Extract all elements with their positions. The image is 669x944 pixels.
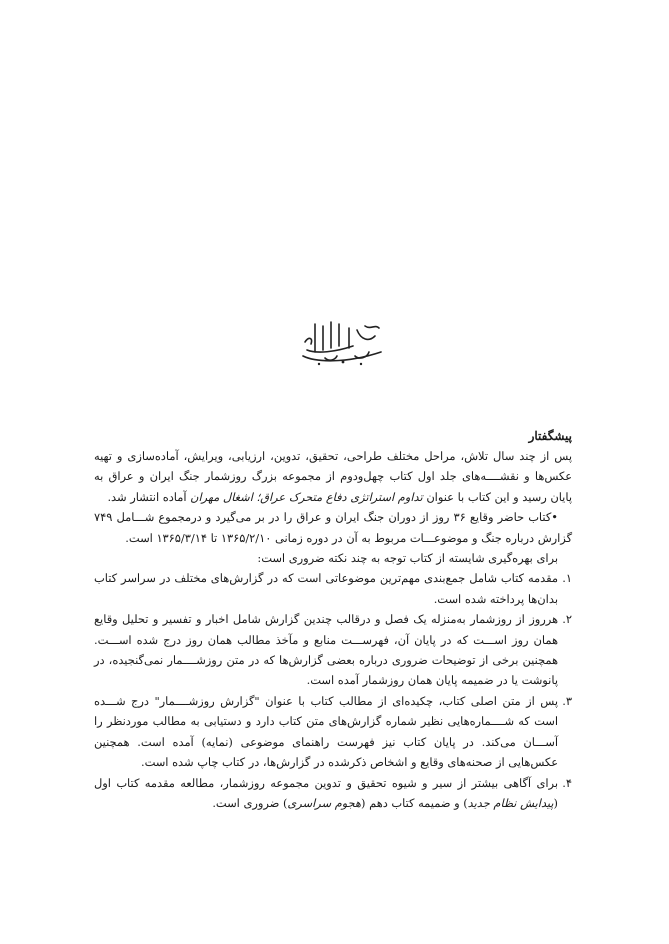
basmala-calligraphy <box>295 312 390 372</box>
note-text: پس از متن اصلی کتاب، چکیده‌ای از مطالب کتاب با عنوان "گزارش روزشــــمار" درج شـــده است که شــــماره‌هایی نظیر شماره گزارش‌های متن کتاب دارد و دستیابی به مطالب موردنظر را آســـان می‌کند. در پایان کتاب نیز فهرست راهنمای موضوعی (نمایه) آمده است. همچنین عکس‌هایی از صحنه‌های وقایع و اشخاص ذکرشده در گزارش‌ها، در کتاب چاپ شده است. <box>94 693 558 770</box>
book-title: هجوم سراسری <box>287 795 362 810</box>
intro-text: پس از چند سال تلاش، مراحل مختلف طراحی، تحقیق، تدوین، ارزیابی، ویرایش، آماده‌سازی و تهیه عکس‌ها و نقشــــه‌های جلد اول کتاب چهل‌ودوم از مجموعه بزرگ روزشمار جنگ ایران و عراق به پایان رسید و این کتاب با عنوان <box>94 449 572 504</box>
preface-body <box>94 426 572 813</box>
note-text: ) ضروری است. <box>212 795 288 810</box>
intro-paragraph <box>94 446 572 507</box>
note-number: ۴. <box>562 775 572 790</box>
note-number: ۱. <box>562 571 572 586</box>
section-heading: پیشگفتار <box>528 429 572 443</box>
scope-paragraph: •کتاب حاضر وقایع ۳۶ روز از دوران جنگ ایران و عراق را در بر می‌گیرد و درمجموع شـــامل ۷۴۹ گزارش درباره جنگ و موضوعـــات مربوط به آن در دوره زمانی ۱۳۶۵/۲/۱۰ تا ۱۳۶۵/۳/۱۴ است. <box>94 510 572 545</box>
note-item-1 <box>94 568 572 609</box>
note-item-4 <box>94 773 572 814</box>
note-item-3 <box>94 691 572 773</box>
intro-text-end: آماده انتشار شد. <box>107 489 187 504</box>
note-text: ) و ضمیمه کتاب دهم ( <box>361 795 468 810</box>
note-text: برای آگاهی بیشتر از سیر و شیوه تحقیق و تدوین مجموعه روزشمار، مطالعه مقدمه کتاب اول ( <box>94 775 558 810</box>
note-number: ۲. <box>562 612 572 627</box>
note-text: هرروز از روزشمار به‌منزله یک فصل و درقالب چندین گزارش شامل اخبار و تفسیر و تحلیل وقایع همان روز اســـت که در پایان آن، فهرســـت منابع و مآخذ مطالب همان روز درج شده اســـت. همچنین برخی از توضیحات ضروری درباره بعضی گزارش‌ها که در متن روزشــــمار نمی‌گنجیده، در پانوشت یا در ضمیمه پایان همان روزشمار آمده است. <box>94 612 558 688</box>
book-title: پیدایش نظام جدید <box>467 795 554 810</box>
note-text: مقدمه کتاب شامل جمع‌بندی مهم‌ترین موضوعاتی است که در گزارش‌های مختلف در سراسر کتاب بدان‌ها پرداخته شده است. <box>94 571 558 606</box>
note-item-2 <box>94 609 572 691</box>
notes-intro: برای بهره‌گیری شایسته از کتاب توجه به چند نکته ضروری است: <box>257 551 558 566</box>
note-number: ۳. <box>562 693 572 708</box>
book-title: تداوم استراتژی دفاع متحرک عراق؛ اشغال مهران <box>190 489 423 504</box>
